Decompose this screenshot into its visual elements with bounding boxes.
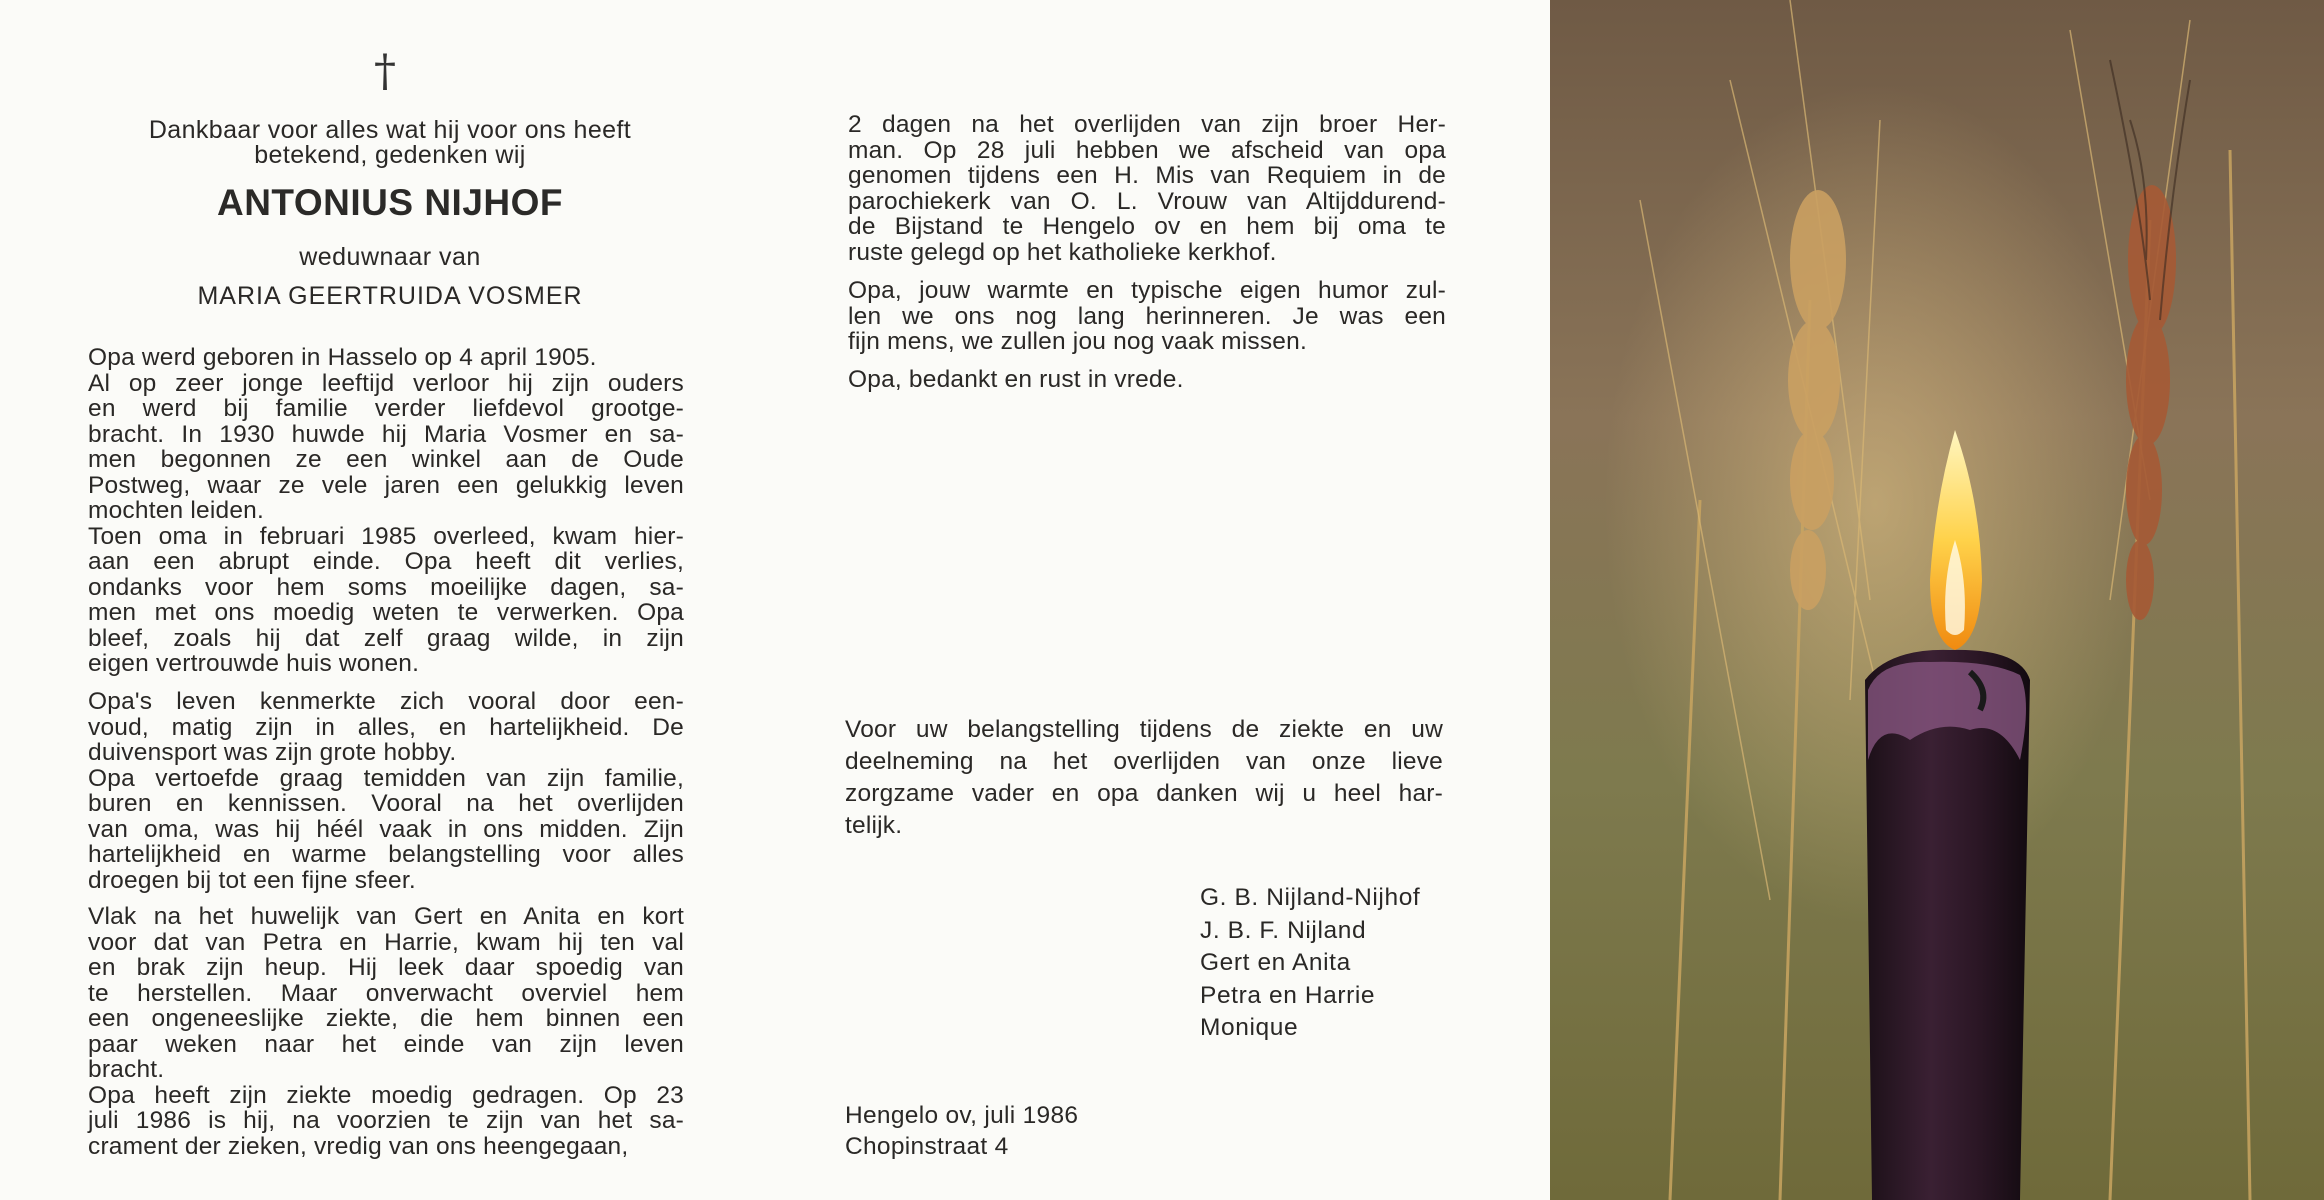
farewell-paragraph bbox=[848, 367, 1446, 393]
text-line: Vlak na het huwelijk van Gert en Anita en kort bbox=[88, 903, 684, 930]
text-line: len we ons nog lang herinneren. Je was een bbox=[848, 302, 1446, 330]
text-line: een ongeneeslijke ziekte, die hem binnen een bbox=[88, 1005, 684, 1032]
text-line: voor dat van Petra en Harrie, kwam hij ten val bbox=[88, 928, 684, 956]
text-line: 2 dagen na het overlijden van zijn broer Her- bbox=[848, 111, 1446, 138]
text-line: en werd bij familie verder liefdevol grootge- bbox=[88, 395, 684, 422]
cross-icon: † bbox=[374, 46, 396, 97]
text-line: fijn mens, we zullen jou nog vaak missen. bbox=[848, 328, 1307, 355]
text-line: hartelijkheid en warme belangstelling voor alles bbox=[88, 841, 684, 868]
text-line: parochiekerk van O. L. Vrouw van Altijddurend- bbox=[848, 187, 1446, 215]
deceased-name: ANTONIUS NIJHOF bbox=[216, 182, 563, 223]
address: Chopinstraat 4 bbox=[845, 1133, 1009, 1160]
signatory-name: G. B. Nijland-Nijhof bbox=[1200, 884, 1421, 911]
signatory-name: Petra en Harrie bbox=[1200, 981, 1376, 1009]
text-line: men met ons moedig weten te verwerken. Opa bbox=[88, 599, 684, 626]
funeral-paragraph bbox=[848, 112, 1446, 265]
place-date: Hengelo ov, juli 1986 bbox=[845, 1102, 1079, 1129]
text-line: mochten leiden. bbox=[88, 497, 264, 524]
text-line: Postweg, waar ze vele jaren een gelukkig leven bbox=[88, 471, 684, 499]
text-line: Opa's leven kenmerkte zich vooral door een- bbox=[88, 688, 684, 715]
text-line: Opa heeft zijn ziekte moedig gedragen. Op 23 bbox=[88, 1081, 684, 1109]
text-line: crament der zieken, vredig van ons heengegaan, bbox=[88, 1132, 629, 1160]
text-line: men begonnen ze een winkel aan de Oude bbox=[88, 446, 684, 473]
text-line: droegen bij tot een fijne sfeer. bbox=[88, 866, 416, 894]
spouse-name: MARIA GEERTRUIDA VOSMER bbox=[197, 282, 583, 310]
biography-paragraph-1 bbox=[88, 345, 684, 677]
place-and-address bbox=[845, 1100, 1078, 1162]
text-line: buren en kennissen. Vooral na het overlijden bbox=[88, 790, 684, 817]
text-line: te herstellen. Maar onverwacht overviel hem bbox=[88, 979, 684, 1007]
text-line: van oma, was hij héél vaak in ons midden. Zijn bbox=[88, 815, 684, 843]
text-line: ondanks voor hem soms moeilijke dagen, sa- bbox=[88, 573, 684, 601]
text-line: genomen tijdens een H. Mis van Requiem in de bbox=[848, 162, 1446, 189]
text-line: telijk. bbox=[845, 812, 903, 839]
text-line: en brak zijn heup. Hij leek daar spoedig van bbox=[88, 954, 684, 981]
candle-photo-image bbox=[1550, 0, 2324, 1200]
text-line: Opa vertoefde graag temidden van zijn familie, bbox=[88, 764, 684, 792]
text-line: duivensport was zijn grote hobby. bbox=[88, 739, 457, 766]
signatory-name: Monique bbox=[1200, 1014, 1299, 1041]
left-page bbox=[0, 0, 820, 1200]
text-line: bracht. bbox=[88, 1056, 165, 1083]
text-line: zorgzame vader en opa danken wij u heel har- bbox=[845, 780, 1443, 807]
text-line: Opa, bedankt en rust in vrede. bbox=[848, 366, 1184, 393]
text-line: paar weken naar het einde van zijn leven bbox=[88, 1030, 684, 1058]
intro-line-2: betekend, gedenken wij bbox=[254, 141, 526, 169]
text-line: Opa werd geboren in Hasselo op 4 april 1905. bbox=[88, 344, 597, 371]
text-line: Voor uw belangstelling tijdens de ziekte en uw bbox=[845, 716, 1443, 743]
text-line: juli 1986 is hij, na voorzien te zijn van het sa- bbox=[88, 1107, 684, 1134]
intro-line-1: Dankbaar voor alles wat hij voor ons heeft bbox=[148, 116, 632, 144]
biography-paragraph-2 bbox=[88, 689, 684, 893]
text-line: man. Op 28 juli hebben we afscheid van opa bbox=[848, 136, 1446, 164]
text-line: Toen oma in februari 1985 overleed, kwam hier- bbox=[88, 522, 684, 550]
biography-paragraph-3 bbox=[88, 904, 684, 1159]
text-line: Al op zeer jonge leeftijd verloor hij zijn ouders bbox=[88, 369, 684, 397]
text-line: voud, matig zijn in alles, en hartelijkheid. De bbox=[88, 713, 684, 741]
signatory-name: J. B. F. Nijland bbox=[1200, 916, 1367, 944]
memory-paragraph bbox=[848, 278, 1446, 355]
text-line: ruste gelegd op het katholieke kerkhof. bbox=[848, 238, 1277, 266]
signatory-name: Gert en Anita bbox=[1200, 949, 1351, 976]
candle-wheat-photo bbox=[1550, 0, 2324, 1200]
text-line: bracht. In 1930 huwde hij Maria Vosmer en sa- bbox=[88, 420, 684, 448]
text-line: Opa, jouw warmte en typische eigen humor zul- bbox=[848, 277, 1446, 304]
text-line: eigen vertrouwde huis wonen. bbox=[88, 650, 420, 677]
text-line: deelneming na het overlijden van onze lieve bbox=[845, 748, 1443, 775]
widower-label: weduwnaar van bbox=[299, 243, 481, 271]
text-line: aan een abrupt einde. Opa heeft dit verlies, bbox=[88, 548, 684, 575]
signatories-list bbox=[1200, 882, 1420, 1045]
intro-text bbox=[80, 118, 700, 168]
text-line: bleef, zoals hij dat zelf graag wilde, in zijn bbox=[88, 624, 684, 652]
thanks-paragraph bbox=[845, 714, 1443, 842]
text-line: de Bijstand te Hengelo ov en hem bij oma te bbox=[848, 213, 1446, 240]
